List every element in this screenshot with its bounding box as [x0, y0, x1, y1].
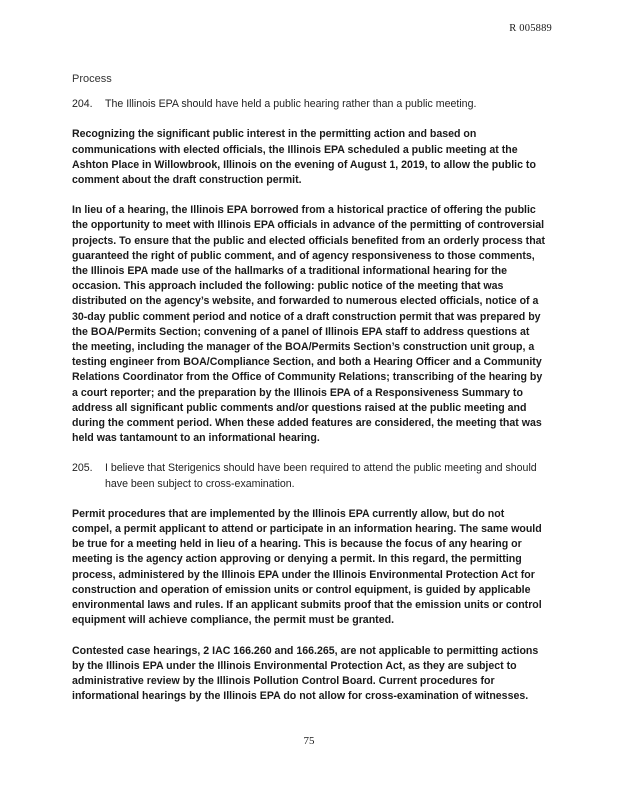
page-number: 75 — [303, 735, 315, 747]
bates-number: R 005889 — [509, 23, 552, 34]
response-paragraph: In lieu of a hearing, the Illinois EPA borrowed from a historical practice of offering the public the opportunity to meet with Illinois EPA officials in advance of the permitting of controversial projects. To ensure that the public and elected officials benefited from an orderly process that guaranteed the right of public comment, and of agency responsiveness to those comments, the Illinois EPA made use of the hallmarks of a traditional informational hearing for the occasion. This approach included the following: public notice of the meeting that was distributed on the agency’s website, and forwarded to numerous elected officials, notice of a 30-day public comment period and notice of a draft construction permit that was prepared by the BOA/Permits Section; convening of a panel of Illinois EPA staff to address questions at the meeting, including the manager of the BOA/Permits Section’s construction unit group, a testing engineer from BOA/Compliance Section, and both a Hearing Officer and a Community Relations Coordinator from the Office of Community Relations; transcribing of the hearing by a court reporter; and the preparation by the Illinois EPA of a Responsiveness Summary to address all significant public comments and/or questions raised at the public meeting and during the comment period. When these added features are considered, the meeting that was held was tantamount to an informational hearing. — [72, 204, 546, 445]
response-paragraph: Permit procedures that are implemented by the Illinois EPA currently allow, but do not compel, a permit applicant to attend or participate in an information hearing. The same would be true for a meeting held in lieu of a hearing. This is because the focus of any hearing or meeting is the agency action approving or denying a permit. In this regard, the permitting process, administered by the Illinois EPA under the Illinois Environmental Protection Act for construction and operation of emission units or control equipment, is guided by applicable environmental laws and rules. If an applicant submits proof that the emission units or control equipment will achieve compliance, the permit must be granted. — [72, 507, 542, 627]
section-heading: Process — [72, 73, 112, 85]
response-paragraph: Recognizing the significant public interest in the permitting action and based on communications with elected officials, the Illinois EPA scheduled a public meeting at the Ashton Place in Willowbrook, Illinois on the evening of August 1, 2019, to allow the public to comment about the draft construction permit. — [72, 128, 536, 187]
comment-number: 204. — [72, 98, 93, 111]
comment-number: 205. — [72, 462, 93, 475]
comment-text: The Illinois EPA should have held a public hearing rather than a public meeting. — [105, 98, 477, 111]
comment-204 — [72, 97, 546, 112]
response-paragraph: Contested case hearings, 2 IAC 166.260 and 166.265, are not applicable to permitting actions by the Illinois EPA under the Illinois Environmental Protection Act, as they are subject to administrative review by the Illinois Pollution Control Board. Current procedures for informational hearings by the Illinois EPA do not allow for cross-examination of witnesses. — [72, 644, 539, 703]
comment-text: I believe that Sterigenics should have been required to attend the public meeting and should have been subject to cross-examination. — [105, 462, 537, 490]
document-body — [72, 72, 546, 719]
comment-205 — [72, 461, 546, 491]
